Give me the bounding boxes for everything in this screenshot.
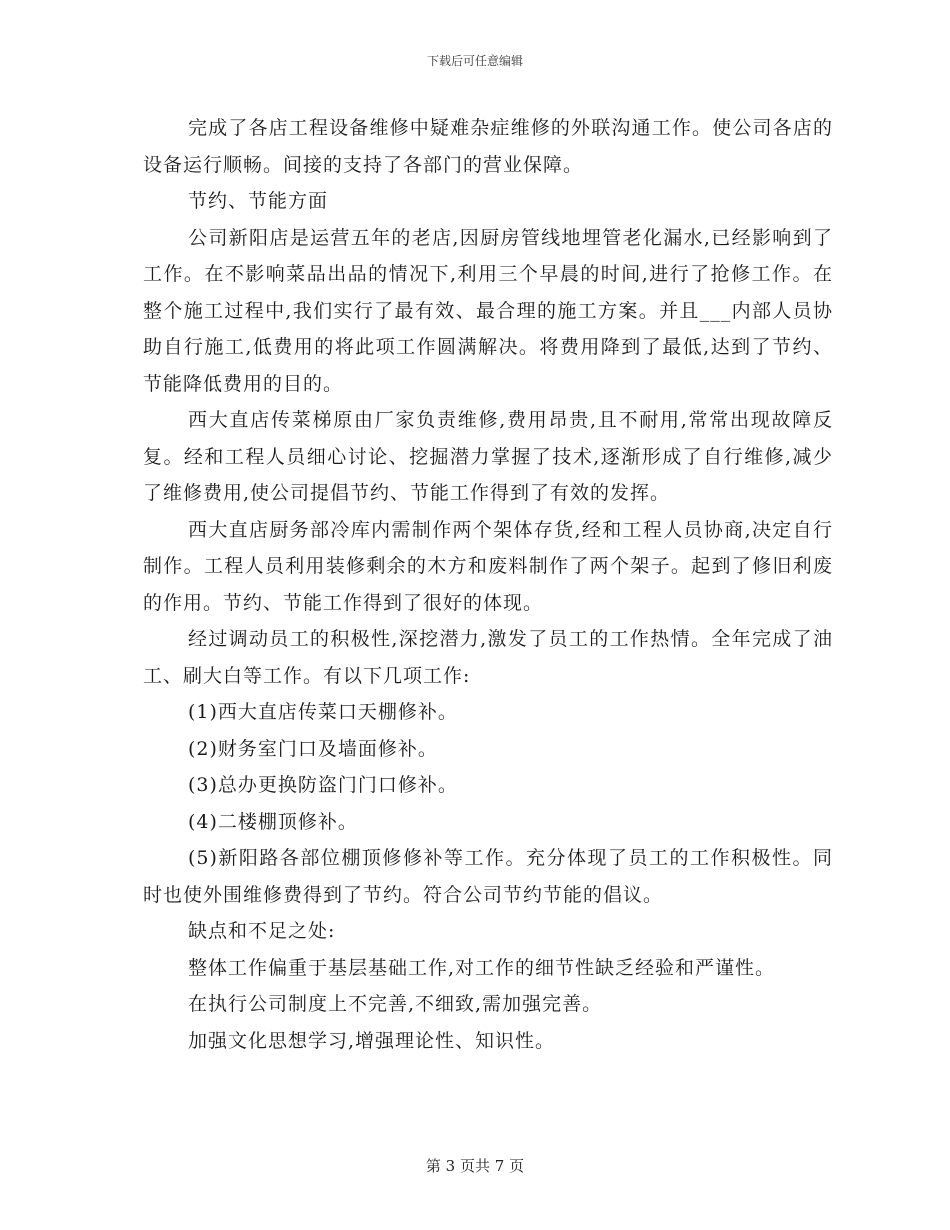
list-item: (3)总办更换防盗门门口修补。: [188, 774, 458, 796]
list-item: (2)财务室门口及墙面修补。: [188, 737, 438, 760]
paragraph-staff-motivation: 经过调动员工的积极性,深挖潜力,激发了员工的工作热情。全年完成了油工、刷大白等工作。有以下几项工作:: [143, 628, 833, 687]
paragraph-cold-storage-racks: 西大直店厨务部冷库内需制作两个架体存货,经和工程人员协商,决定自行制作。工程人员利用装修剩余的木方和废料制作了两个架子。起到了修旧利废的作用。节约、节能工作得到了很好的体现。: [143, 518, 833, 614]
paragraph-maintenance-liaison: 完成了各店工程设备维修中疑难杂症维修的外联沟通工作。使公司各店的设备运行顺畅。间接的支持了各部门的营业保障。: [143, 117, 833, 176]
section-heading-shortcomings: 缺点和不足之处:: [188, 920, 336, 942]
paragraph-elevator-repair: 西大直店传菜梯原由厂家负责维修,费用昂贵,且不耐用,常常出现故障反复。经和工程人员细心讨论、挖掘潜力掌握了技术,逐渐形成了自行维修,减少了维修费用,使公司提倡节约、节能工作得到了有效的发挥。: [143, 409, 833, 504]
document-body: [143, 110, 833, 1059]
list-item: (5)新阳路各部位棚顶修修补等工作。充分体现了员工的工作积极性。同时也使外围维修费得到了节约。符合公司节约节能的倡议。: [143, 847, 833, 906]
paragraph-shortcoming: 整体工作偏重于基层基础工作,对工作的细节性缺乏经验和严谨性。: [188, 956, 776, 979]
list-item: (4)二楼棚顶修补。: [188, 810, 358, 833]
paragraph-xinyang-repair: 公司新阳店是运营五年的老店,因厨房管线地埋管老化漏水,已经影响到了工作。在不影响菜品出品的情况下,利用三个早晨的时间,进行了抢修工作。在整个施工过程中,我们实行了最有效、最合理的施工方案。并且___内部人员协助自行施工,低费用的将此项工作圆满解决。将费用降到了最低,达到了节约、节能降低费用的目的。: [143, 226, 833, 395]
paragraph-shortcoming: 在执行公司制度上不完善,不细致,需加强完善。: [188, 993, 603, 1015]
list-item: (1)西大直店传菜口天棚修补。: [188, 701, 458, 723]
page-number: 第 3 页共 7 页: [425, 1157, 525, 1175]
page-header: 下载后可任意编辑: [426, 54, 523, 68]
paragraph-shortcoming: 加强文化思想学习,增强理论性、知识性。: [188, 1029, 556, 1052]
section-heading-savings: 节约、节能方面: [188, 190, 329, 212]
